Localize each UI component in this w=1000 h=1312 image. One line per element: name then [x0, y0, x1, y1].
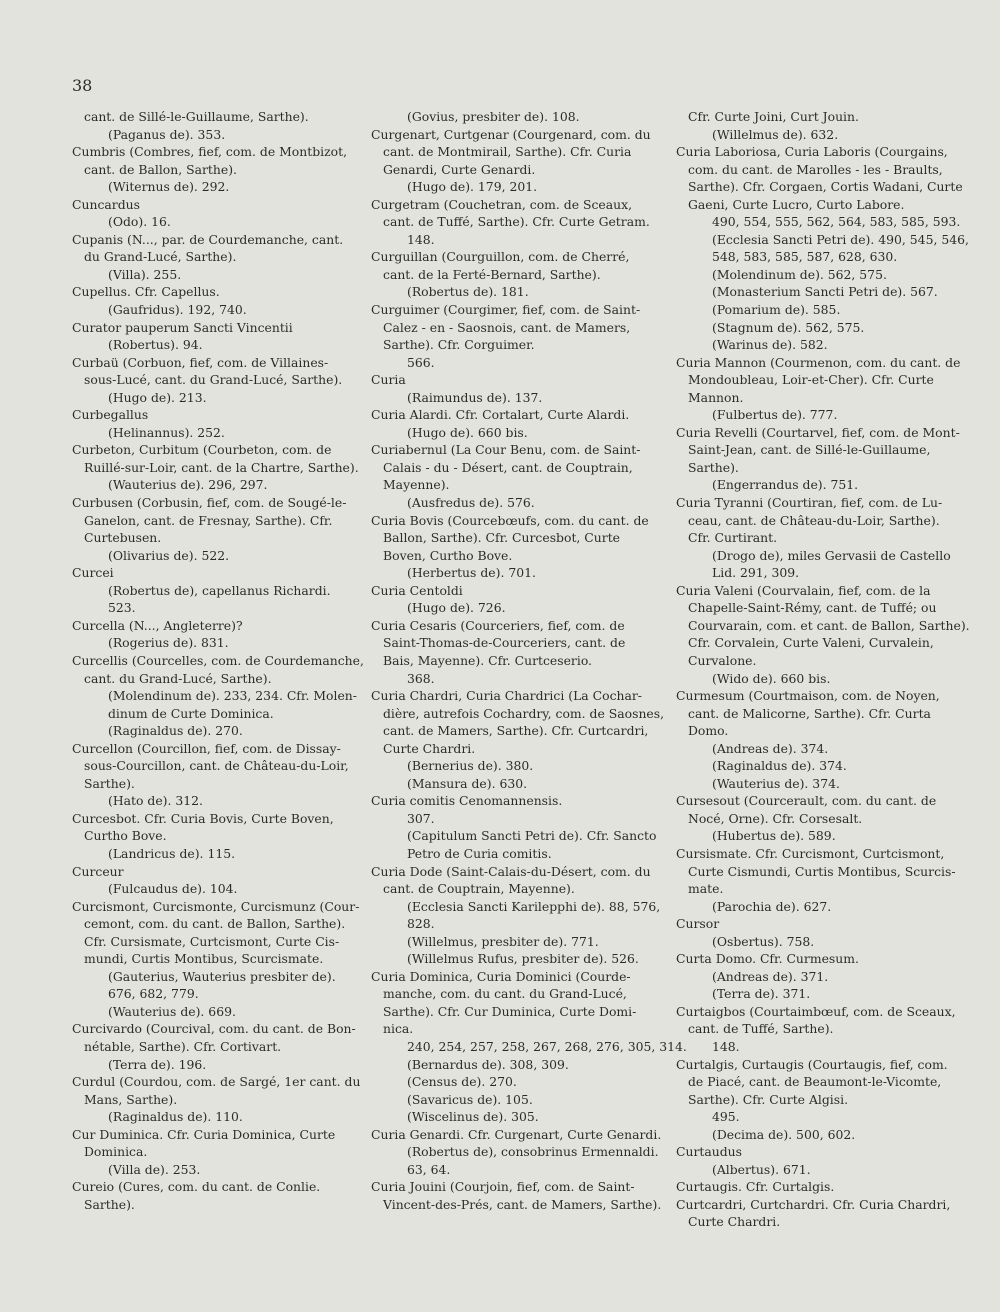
index-line: Curvalone. — [688, 652, 757, 668]
index-line: (Hugo de). 179, 201. — [407, 179, 538, 195]
index-line: (Andreas de). 374. — [712, 740, 829, 756]
index-line: Curceur — [72, 863, 124, 879]
index-line: Dominica. — [84, 1144, 148, 1160]
index-line: Curia Cesaris (Courceriers, fief, com. de — [371, 617, 625, 633]
index-line: (Warinus de). 582. — [712, 337, 828, 353]
index-line: (Wido de). 660 bis. — [712, 670, 831, 686]
index-line: (Engerrandus de). 751. — [712, 477, 859, 493]
index-line: Calez - en - Saosnois, cant. de Mamers, — [383, 319, 631, 335]
index-line: Sarthe). Cfr. Corguimer. — [383, 337, 535, 353]
index-line: (Hugo de). 213. — [108, 389, 207, 405]
index-line: (Robertus de). 181. — [407, 284, 529, 300]
index-line: Curcella (N..., Angleterre)? — [72, 617, 243, 633]
index-line: (Robertus). 94. — [108, 337, 203, 353]
index-line: Curtebusen. — [84, 530, 162, 546]
index-line: Curia — [371, 372, 406, 388]
index-line: (Villa de). 253. — [108, 1161, 201, 1177]
index-line: (Bernardus de). 308, 309. — [407, 1056, 569, 1072]
index-line: 490, 554, 555, 562, 564, 583, 585, 593. — [712, 214, 961, 230]
index-line: Sarthe). — [84, 775, 135, 791]
index-line: (Drogo de), miles Gervasii de Castello — [712, 547, 951, 563]
index-line: Curguimer (Courgimer, fief, com. de Saint- — [371, 302, 641, 318]
index-line: (Villa). 255. — [108, 266, 182, 282]
index-line: 148. — [712, 1038, 740, 1054]
index-line: Sarthe). Cfr. Corgaen, Cortis Wadani, Curte — [688, 179, 963, 195]
index-line: 63, 64. — [407, 1161, 451, 1177]
index-line: Curta Domo. Cfr. Curmesum. — [676, 951, 859, 967]
index-line: cant. de la Ferté-Bernard, Sarthe). — [383, 266, 601, 282]
index-line: Sarthe). — [688, 459, 739, 475]
index-line: Boven, Curtho Bove. — [383, 547, 513, 563]
index-line: (Fulbertus de). 777. — [712, 407, 838, 423]
index-line: (Decima de). 500, 602. — [712, 1126, 856, 1142]
index-line: (Odo). 16. — [108, 214, 171, 230]
index-line: Sarthe). Cfr. Curte Algisi. — [688, 1091, 849, 1107]
index-line: 566. — [407, 354, 435, 370]
index-line: Cureio (Cures, com. du cant. de Conlie. — [72, 1179, 321, 1195]
index-line: sous-Lucé, cant. du Grand-Lucé, Sarthe). — [84, 372, 343, 388]
index-line: 548, 583, 585, 587, 628, 630. — [712, 249, 898, 265]
index-line: Curia Jouini (Courjoin, fief, com. de Saint- — [371, 1179, 635, 1195]
index-line: manche, com. du cant. du Grand-Lucé, — [383, 986, 627, 1002]
index-line: cant. de Ballon, Sarthe). — [84, 161, 237, 177]
index-line: Domo. — [688, 723, 729, 739]
index-line: cant. de Tuffé, Sarthe). Cfr. Curte Getram. — [383, 214, 650, 230]
index-line: Curcellis (Courcelles, com. de Courdemanche, — [72, 652, 364, 668]
index-line: nica. — [383, 1021, 414, 1037]
index-line: (Mansura de). 630. — [407, 775, 528, 791]
index-line: Curator pauperum Sancti Vincentii — [72, 319, 293, 335]
index-line: (Robertus de), consobrinus Ermennaldi. — [407, 1144, 659, 1160]
index-line: (Olivarius de). 522. — [108, 547, 230, 563]
index-line: Curia Revelli (Courtarvel, fief, com. de Mont- — [676, 424, 960, 440]
index-line: (Monasterium Sancti Petri de). 567. — [712, 284, 938, 300]
index-line: (Ecclesia Sancti Karilepphi de). 88, 576, — [407, 898, 661, 914]
index-line: cant. de Montmirail, Sarthe). Cfr. Curia — [383, 144, 632, 160]
index-line: Ruillé-sur-Loir, cant. de la Chartre, Sarthe). — [84, 459, 359, 475]
index-line: Mayenne). — [383, 477, 450, 493]
index-line: 368. — [407, 670, 435, 686]
index-line: Cupellus. Cfr. Capellus. — [72, 284, 220, 300]
index-line: (Willelmus de). 632. — [712, 126, 839, 142]
index-line: Ganelon, cant. de Fresnay, Sarthe). Cfr. — [84, 512, 333, 528]
index-line: (Capitulum Sancti Petri de). Cfr. Sancto — [407, 828, 657, 844]
index-line: Calais - du - Désert, cant. de Couptrain, — [383, 459, 633, 475]
index-line: du Grand-Lucé, Sarthe). — [84, 249, 237, 265]
index-line: (Savaricus de). 105. — [407, 1091, 533, 1107]
index-line: Curgetram (Couchetran, com. de Sceaux, — [371, 196, 633, 212]
index-line: 676, 682, 779. — [108, 986, 199, 1002]
page-number: 38 — [72, 76, 93, 95]
index-line: Curmesum (Courtmaison, com. de Noyen, — [676, 688, 940, 704]
index-line: Cfr. Corvalein, Curte Valeni, Curvalein, — [688, 635, 934, 651]
index-line: (Hubertus de). 589. — [712, 828, 836, 844]
index-line: Cfr. Curte Joini, Curt Jouin. — [688, 109, 859, 124]
index-line: Curia Valeni (Courvalain, fief, com. de la — [676, 582, 931, 598]
index-line: (Robertus de), capellanus Richardi. — [108, 582, 331, 598]
index-line: Curte Cismundi, Curtis Montibus, Scurcis- — [688, 863, 956, 879]
index-line: (Paganus de). 353. — [108, 126, 226, 142]
index-line: (Hugo de). 660 bis. — [407, 424, 528, 440]
index-line: 148. — [407, 231, 435, 247]
index-line: Petro de Curia comitis. — [407, 845, 552, 861]
index-line: 495. — [712, 1109, 740, 1125]
index-line: dière, autrefois Cochardry, com. de Saosnes, — [383, 705, 665, 721]
index-line: Curia Dode (Saint-Calais-du-Désert, com. du — [371, 863, 651, 879]
index-line: (Wiscelinus de). 305. — [407, 1109, 539, 1125]
index-line: (Helinannus). 252. — [108, 424, 225, 440]
index-line: (Bernerius de). 380. — [407, 758, 534, 774]
index-line: (Molendinum de). 233, 234. Cfr. Molen- — [108, 688, 357, 704]
index-line: (Willelmus, presbiter de). 771. — [407, 933, 599, 949]
index-line: Curcesbot. Cfr. Curia Bovis, Curte Boven, — [72, 810, 334, 826]
index-line: nétable, Sarthe). Cfr. Cortivart. — [84, 1038, 282, 1054]
index-line: (Hato de). 312. — [108, 793, 203, 809]
index-column-1 — [72, 108, 364, 1213]
index-line: Curia Dominica, Curia Dominici (Courde- — [371, 968, 631, 984]
index-line: Curcellon (Courcillon, fief, com. de Dissay- — [72, 740, 341, 756]
index-line: Sarthe). Cfr. Cur Duminica, Curte Domi- — [383, 1003, 637, 1019]
index-line: sous-Courcillon, cant. de Château-du-Loir, — [84, 758, 349, 774]
index-line: Curcei — [72, 565, 114, 581]
index-line: com. du cant. de Marolles - les - Braults, — [688, 161, 943, 177]
index-line: Cursesout (Courcerault, com. du cant. de — [676, 793, 937, 809]
index-line: Curte Chardri. — [383, 740, 476, 756]
index-line: Cursismate. Cfr. Curcismont, Curtcismont, — [676, 845, 945, 861]
index-line: Vincent-des-Prés, cant. de Mamers, Sarthe). — [383, 1196, 662, 1212]
index-line: Curia Bovis (Courcebœufs, com. du cant. de — [371, 512, 649, 528]
index-line: (Hugo de). 726. — [407, 600, 506, 616]
index-line: Cursor — [676, 916, 720, 932]
index-line: ceau, cant. de Château-du-Loir, Sarthe). — [688, 512, 940, 528]
index-line: Mannon. — [688, 389, 744, 405]
index-line: Cfr. Cursismate, Curtcismont, Curte Cis- — [84, 933, 340, 949]
index-line: Lid. 291, 309. — [712, 565, 800, 581]
index-line: (Raimundus de). 137. — [407, 389, 543, 405]
index-line: (Raginaldus de). 110. — [108, 1109, 243, 1125]
index-line: 523. — [108, 600, 136, 616]
index-line: Curte Chardri. — [688, 1214, 781, 1230]
index-line: (Wauterius de). 296, 297. — [108, 477, 268, 493]
index-line: (Gaufridus). 192, 740. — [108, 302, 247, 318]
index-line: (Census de). 270. — [407, 1074, 517, 1090]
index-column-3 — [676, 108, 970, 1231]
index-line: Sarthe). — [84, 1196, 135, 1212]
index-line: Curtho Bove. — [84, 828, 167, 844]
index-line: Ballon, Sarthe). Cfr. Curcesbot, Curte — [383, 530, 621, 546]
index-line: (Govius, presbiter de). 108. — [407, 109, 580, 124]
index-line: Gaeni, Curte Lucro, Curto Labore. — [688, 196, 905, 212]
index-line: (Herbertus de). 701. — [407, 565, 536, 581]
index-line: (Landricus de). 115. — [108, 845, 236, 861]
index-line: cant. de Couptrain, Mayenne). — [383, 881, 575, 897]
index-line: Curguillan (Courguillon, com. de Cherré, — [371, 249, 630, 265]
index-column-2 — [371, 108, 687, 1213]
index-line: 828. — [407, 916, 435, 932]
index-line: (Ausfredus de). 576. — [407, 495, 535, 511]
index-line: Curcivardo (Courcival, com. du cant. de Bon- — [72, 1021, 356, 1037]
index-line: Courvarain, com. et cant. de Ballon, Sarthe). — [688, 617, 970, 633]
index-line: cant. de Tuffé, Sarthe). — [688, 1021, 834, 1037]
index-line: Curbeton, Curbitum (Courbeton, com. de — [72, 442, 332, 458]
index-line: Curgenart, Curtgenar (Courgenard, com. du — [371, 126, 651, 142]
index-line: dinum de Curte Dominica. — [108, 705, 274, 721]
index-line: Curcismont, Curcismonte, Curcismunz (Cour- — [72, 898, 360, 914]
index-line: Genardi, Curte Genardi. — [383, 161, 536, 177]
index-line: Curbegallus — [72, 407, 149, 423]
index-line: Curtcardri, Curtchardri. Cfr. Curia Chardri, — [676, 1196, 951, 1212]
index-line: (Rogerius de). 831. — [108, 635, 229, 651]
index-line: (Fulcaudus de). 104. — [108, 881, 238, 897]
index-line: Chapelle-Saint-Rémy, cant. de Tuffé; ou — [688, 600, 937, 616]
index-line: Curia Laboriosa, Curia Laboris (Courgains, — [676, 144, 948, 160]
index-line: (Albertus). 671. — [712, 1161, 811, 1177]
index-line: (Ecclesia Sancti Petri de). 490, 545, 546, — [712, 231, 969, 247]
index-line: Cumbris (Combres, fief, com. de Montbizot, — [72, 144, 348, 160]
index-line: Nocé, Orne). Cfr. Corsesalt. — [688, 810, 863, 826]
index-line: Curtaudus — [676, 1144, 743, 1160]
index-line: Mondoubleau, Loir-et-Cher). Cfr. Curte — [688, 372, 934, 388]
index-line: Curia Genardi. Cfr. Curgenart, Curte Genardi. — [371, 1126, 662, 1142]
index-line: Curia Alardi. Cfr. Cortalart, Curte Alardi. — [371, 407, 630, 423]
index-line: Curiabernul (La Cour Benu, com. de Saint- — [371, 442, 641, 458]
index-line: Curia Chardri, Curia Chardrici (La Cochar- — [371, 688, 642, 704]
index-line: cant. de Mamers, Sarthe). Cfr. Curtcardri, — [383, 723, 649, 739]
index-line: cemont, com. du cant. de Ballon, Sarthe). — [84, 916, 346, 932]
index-line: (Andreas de). 371. — [712, 968, 829, 984]
index-line: (Parochia de). 627. — [712, 898, 832, 914]
index-line: (Willelmus Rufus, presbiter de). 526. — [407, 951, 639, 967]
index-line: (Wauterius de). 374. — [712, 775, 840, 791]
index-line: Curbusen (Corbusin, fief, com. de Sougé-le- — [72, 495, 347, 511]
index-line: (Wauterius de). 669. — [108, 1003, 236, 1019]
index-line: Curtalgis, Curtaugis (Courtaugis, fief, com. — [676, 1056, 948, 1072]
index-line: Mans, Sarthe). — [84, 1091, 178, 1107]
index-line: Saint-Thomas-de-Courceriers, cant. de — [383, 635, 626, 651]
index-line: Curdul (Courdou, com. de Sargé, 1er cant. du — [72, 1074, 361, 1090]
index-line: Cur Duminica. Cfr. Curia Dominica, Curte — [72, 1126, 336, 1142]
index-line: Curtaugis. Cfr. Curtalgis. — [676, 1179, 835, 1195]
index-line: Curia Mannon (Courmenon, com. du cant. de — [676, 354, 961, 370]
index-line: cant. du Grand-Lucé, Sarthe). — [84, 670, 272, 686]
index-line: mundi, Curtis Montibus, Scurcismate. — [84, 951, 324, 967]
index-line: (Stagnum de). 562, 575. — [712, 319, 865, 335]
index-line: (Molendinum de). 562, 575. — [712, 266, 887, 282]
index-line: Curia comitis Cenomannensis. — [371, 793, 563, 809]
index-line: 307. — [407, 810, 435, 826]
index-line: de Piacé, cant. de Beaumont-le-Vicomte, — [688, 1074, 942, 1090]
index-line: Curtaigbos (Courtaimbœuf, com. de Sceaux, — [676, 1003, 956, 1019]
index-line: Bais, Mayenne). Cfr. Curtceserio. — [383, 652, 593, 668]
index-line: (Terra de). 196. — [108, 1056, 207, 1072]
index-line: (Raginaldus de). 374. — [712, 758, 847, 774]
index-line: Curia Centoldi — [371, 582, 463, 598]
index-line: 240, 254, 257, 258, 267, 268, 276, 305, 314. — [407, 1038, 687, 1054]
index-line: Cuncardus — [72, 196, 140, 212]
index-line: (Witernus de). 292. — [108, 179, 230, 195]
index-line: mate. — [688, 881, 724, 897]
index-line: (Raginaldus de). 270. — [108, 723, 243, 739]
index-line: cant. de Sillé-le-Guillaume, Sarthe). — [84, 109, 309, 124]
index-line: (Pomarium de). 585. — [712, 302, 841, 318]
index-line: Curbaü (Corbuon, fief, com. de Villaines- — [72, 354, 329, 370]
index-line: Cupanis (N..., par. de Courdemanche, cant. — [72, 231, 344, 247]
index-line: (Terra de). 371. — [712, 986, 811, 1002]
index-line: cant. de Malicorne, Sarthe). Cfr. Curta — [688, 705, 931, 721]
index-line: (Osbertus). 758. — [712, 933, 815, 949]
index-line: Curia Tyranni (Courtiran, fief, com. de Lu- — [676, 495, 943, 511]
index-line: (Gauterius, Wauterius presbiter de). — [108, 968, 336, 984]
index-line: Saint-Jean, cant. de Sillé-le-Guillaume, — [688, 442, 931, 458]
index-line: Cfr. Curtirant. — [688, 530, 778, 546]
